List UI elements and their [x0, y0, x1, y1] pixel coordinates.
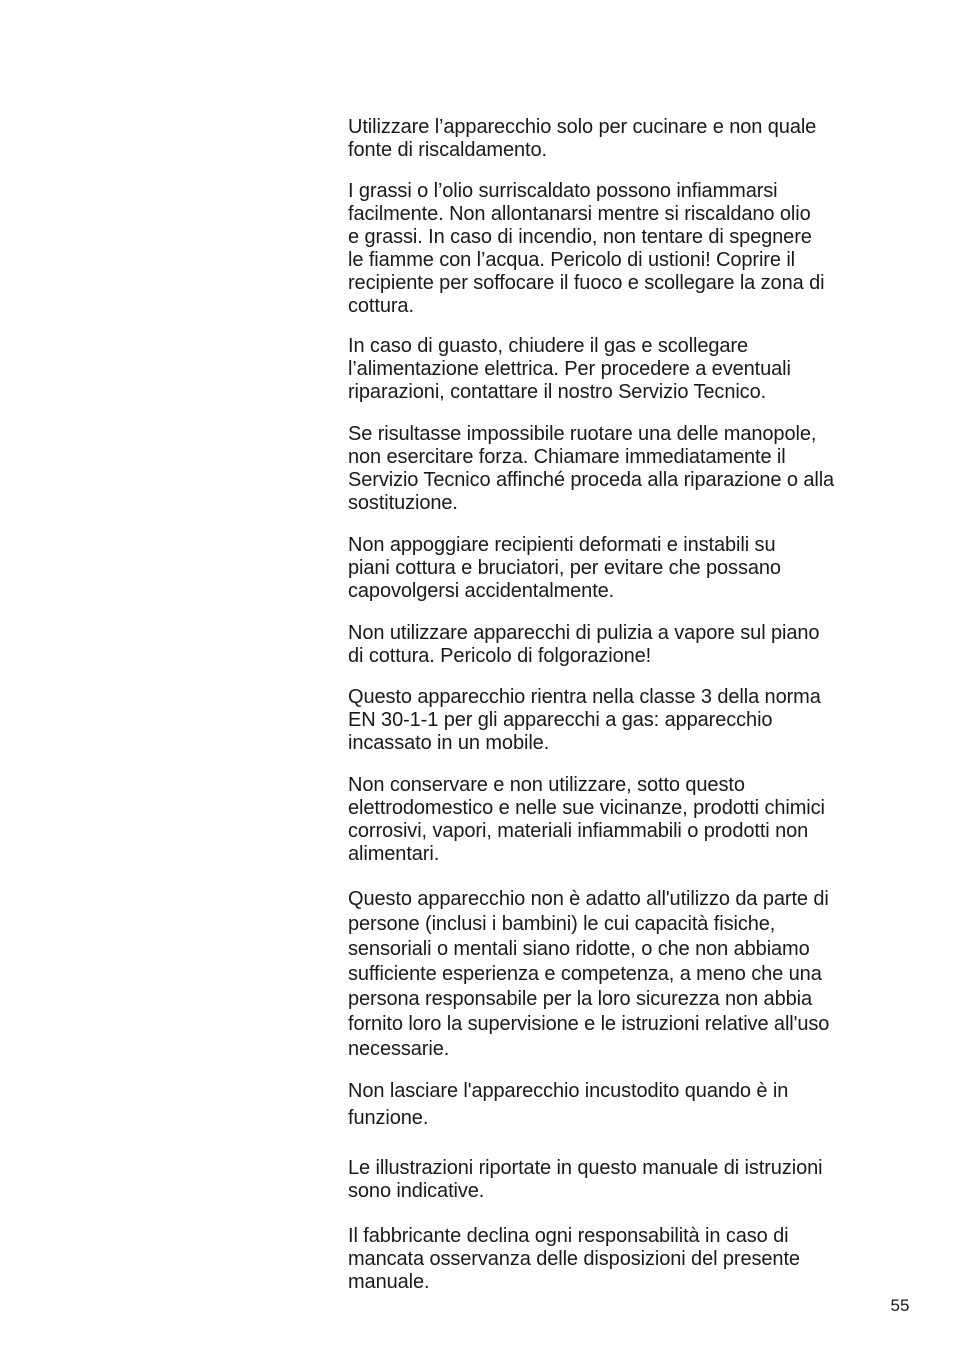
page-number: 55 [890, 1296, 910, 1315]
paragraph-knob-stuck: Se risultasse impossibile ruotare una delle manopole, non esercitare forza. Chiamare immediatamente il Servizio Tecnico affinché proceda alla riparazione o alla sostituzione. [348, 423, 835, 514]
paragraph-storage-warning: Non conservare e non utilizzare, sotto questo elettrodomestico e nelle sue vicinanze, prodotti chimici corrosivi, vapori, materiali infiammabili o prodotti non alimentari. [348, 774, 825, 865]
paragraph-unattended: Non lasciare l'apparecchio incustodito quando è in funzione. [348, 1080, 789, 1129]
paragraph-steam-cleaner: Non utilizzare apparecchi di pulizia a vapore sul piano di cottura. Pericolo di folgorazione! [348, 622, 820, 667]
paragraph-liability: Il fabbricante declina ogni responsabilità in caso di mancata osservanza delle disposizioni del presente manuale. [348, 1225, 800, 1293]
paragraph-illustrations: Le illustrazioni riportate in questo manuale di istruzioni sono indicative. [348, 1157, 823, 1202]
paragraph-usage-purpose: Utilizzare l’apparecchio solo per cucinare e non quale fonte di riscaldamento. [348, 116, 817, 161]
paragraph-fire-risk: I grassi o l’olio surriscaldato possono infiammarsi facilmente. Non allontanarsi mentre si riscaldano olio e grassi. In caso di incendio, non tentare di spegnere le fiamme con l’acqua. Pericolo di ustioni! Coprire il recipiente per soffocare il fuoco e scollegare la zona di cottura. [348, 180, 825, 317]
paragraph-unstable-pots: Non appoggiare recipienti deformati e instabili su piani cottura e bruciatori, per evitare che possano capovolgersi accidentalmente. [348, 534, 781, 602]
paragraph-reduced-capacity: Questo apparecchio non è adatto all'utilizzo da parte di persone (inclusi i bambini) le cui capacità fisiche, sensoriali o mentali siano ridotte, o che non abbiamo sufficiente esperienza e competenza, a meno che una persona responsabile per la loro sicurezza non abbia fornito loro la supervisione e le istruzioni relative all'uso necessarie. [348, 888, 830, 1060]
paragraph-appliance-class: Questo apparecchio rientra nella classe 3 della norma EN 30-1-1 per gli apparecchi a gas: apparecchio incassato in un mobile. [348, 686, 821, 754]
paragraph-fault-procedure: In caso di guasto, chiudere il gas e scollegare l’alimentazione elettrica. Per procedere a eventuali riparazioni, contattare il nostro Servizio Tecnico. [348, 335, 791, 403]
